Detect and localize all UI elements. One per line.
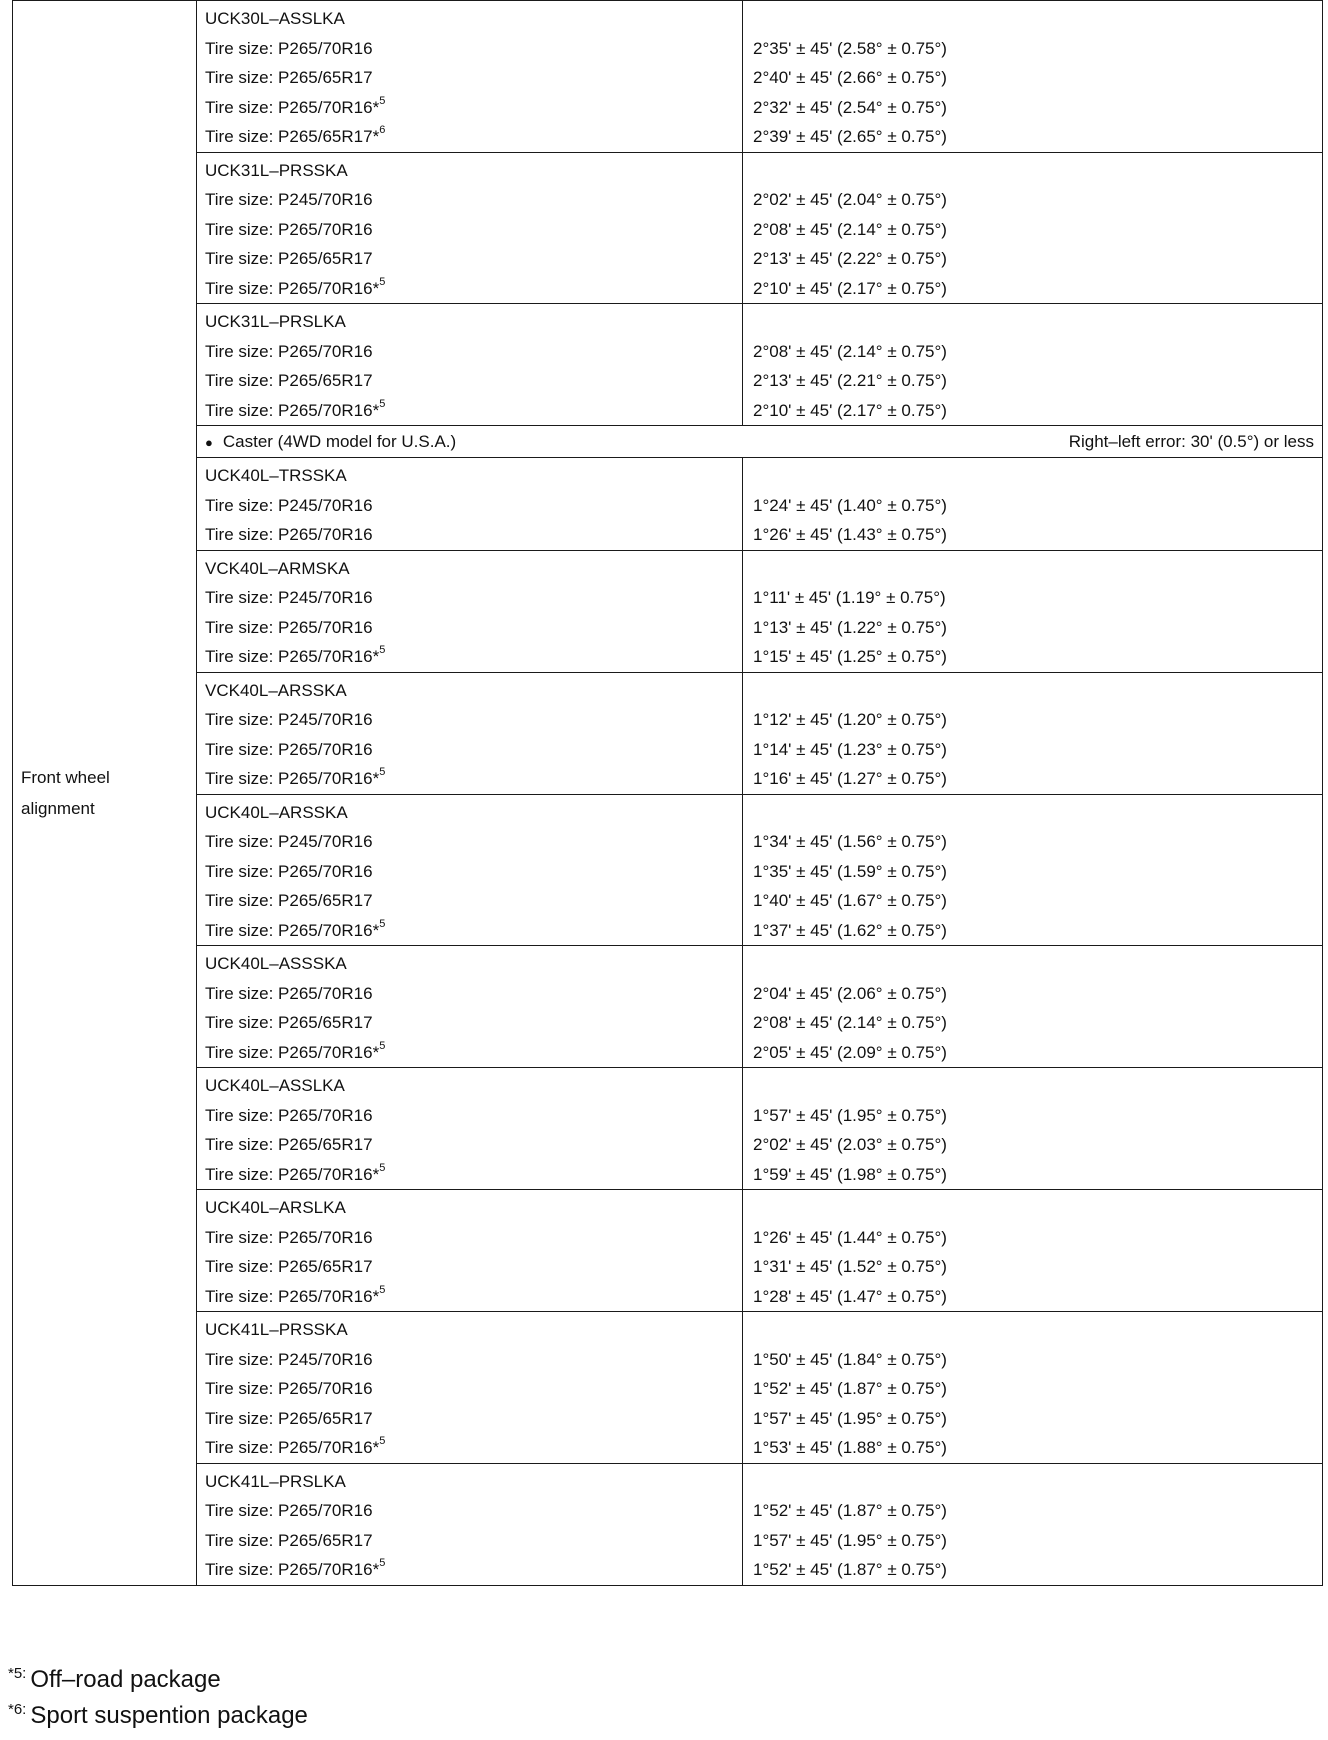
tire-size-text: Tire size: P245/70R16 xyxy=(205,495,373,515)
tire-size-text: Tire size: P265/70R16 xyxy=(205,525,373,544)
caster-header-row xyxy=(13,426,1323,458)
table-row xyxy=(13,672,1323,794)
caster-value: 1°40' ± 45' (1.67° ± 0.75°) xyxy=(753,891,947,910)
tire-size xyxy=(197,642,742,672)
table-row xyxy=(13,1,1323,153)
value-cell xyxy=(743,152,1323,304)
caster-value: 2°02' ± 45' (2.04° ± 0.75°) xyxy=(753,190,947,209)
tire-size-text: Tire size: P265/70R16 xyxy=(205,38,373,58)
footnote-ref: 5 xyxy=(379,1283,386,1296)
value-cell xyxy=(743,1312,1323,1464)
footnote-ref: 5 xyxy=(379,275,386,288)
tire-size-text: Tire size: P265/70R16 xyxy=(205,739,373,759)
caster-value: 1°52' ± 45' (1.87° ± 0.75°) xyxy=(753,1560,947,1579)
caster-value: 2°10' ± 45' (2.17° ± 0.75°) xyxy=(753,278,947,298)
caster-value: 2°40' ± 45' (2.66° ± 0.75°) xyxy=(753,68,947,87)
tire-size xyxy=(197,613,742,643)
footnote-text: Sport suspention package xyxy=(30,1702,308,1729)
model-name: UCK31L–PRSSKA xyxy=(205,160,348,180)
caster-value: 1°53' ± 45' (1.88° ± 0.75°) xyxy=(753,1438,947,1457)
caster-value: 1°57' ± 45' (1.95° ± 0.75°) xyxy=(753,1105,947,1125)
table-row xyxy=(13,458,1323,551)
caster-title xyxy=(205,432,456,452)
table-body xyxy=(13,1,1323,1586)
tire-size-text: Tire size: P265/65R17 xyxy=(205,1013,373,1032)
caster-value: 2°08' ± 45' (2.14° ± 0.75°) xyxy=(753,341,947,361)
table-row xyxy=(13,550,1323,672)
tire-size xyxy=(197,857,742,887)
tire-size xyxy=(197,1282,742,1312)
caster-header-cell xyxy=(197,426,1323,458)
tire-size xyxy=(197,1101,742,1131)
tire-size xyxy=(197,93,742,123)
value-spacer xyxy=(743,1315,1322,1345)
footnote-ref: 5 xyxy=(379,1039,386,1052)
tire-size xyxy=(197,1252,742,1282)
value-cell xyxy=(743,1463,1323,1585)
tire-size xyxy=(197,764,742,794)
caster-error-limit: Right–left error: 30' (0.5°) or less xyxy=(1068,431,1314,451)
tire-size xyxy=(197,916,742,946)
tire-size-text: Tire size: P265/65R17 xyxy=(205,1408,373,1428)
tire-size-text: Tire size: P265/70R16 xyxy=(205,1227,373,1247)
tire-size xyxy=(197,337,742,367)
footnote-ref: 5 xyxy=(379,1557,386,1570)
caster-value: 2°10' ± 45' (2.17° ± 0.75°) xyxy=(753,400,947,420)
tire-size xyxy=(197,735,742,765)
value-spacer xyxy=(743,1071,1322,1101)
model-name: VCK40L–ARMSKA xyxy=(205,558,350,578)
caster-value: 2°13' ± 45' (2.21° ± 0.75°) xyxy=(753,371,947,390)
model-cell xyxy=(197,550,743,672)
tire-size-text: Tire size: P265/70R16 xyxy=(205,983,373,1003)
table-row xyxy=(13,304,1323,426)
value-cell xyxy=(743,1190,1323,1312)
model-cell xyxy=(197,152,743,304)
model-name: UCK30L–ASSLKA xyxy=(205,9,345,28)
footnote-ref: 5 xyxy=(379,917,386,930)
value-cell xyxy=(743,1,1323,153)
tire-size xyxy=(197,886,742,916)
row-label-line: Front wheel xyxy=(21,767,110,787)
bullet-icon: ● xyxy=(205,434,213,450)
tire-size-text: Tire size: P265/65R17 xyxy=(205,1135,373,1154)
caster-value: 1°50' ± 45' (1.84° ± 0.75°) xyxy=(753,1349,947,1369)
caster-value: 2°02' ± 45' (2.03° ± 0.75°) xyxy=(753,1135,947,1154)
model-cell xyxy=(197,946,743,1068)
tire-size xyxy=(197,274,742,304)
tire-size-text: Tire size: P265/70R16* xyxy=(205,97,380,117)
tire-size xyxy=(197,1433,742,1463)
footnote-ref: 5 xyxy=(379,397,386,410)
tire-size-text: Tire size: P265/70R16 xyxy=(205,219,373,239)
tire-size xyxy=(197,1374,742,1404)
caster-value: 1°57' ± 45' (1.95° ± 0.75°) xyxy=(753,1408,947,1428)
footnote-mark: *5: xyxy=(8,1665,27,1682)
model-cell xyxy=(197,304,743,426)
model-cell xyxy=(197,672,743,794)
model-name: UCK31L–PRSLKA xyxy=(205,312,346,331)
value-cell xyxy=(743,304,1323,426)
caster-value: 1°11' ± 45' (1.19° ± 0.75°) xyxy=(753,588,946,607)
tire-size xyxy=(197,1526,742,1556)
tire-size xyxy=(197,185,742,215)
table-row xyxy=(13,794,1323,946)
caster-header xyxy=(197,426,1322,457)
table-row xyxy=(13,1463,1323,1585)
model-name: UCK40L–ASSLKA xyxy=(205,1076,345,1095)
caster-value: 1°24' ± 45' (1.40° ± 0.75°) xyxy=(753,495,947,515)
footnote-ref: 5 xyxy=(379,644,386,657)
caster-value: 1°12' ± 45' (1.20° ± 0.75°) xyxy=(753,710,947,729)
tire-size xyxy=(197,1038,742,1068)
table-row xyxy=(13,1312,1323,1464)
value-spacer xyxy=(743,676,1322,706)
tire-size-text: Tire size: P265/70R16* xyxy=(205,278,380,298)
caster-value: 2°39' ± 45' (2.65° ± 0.75°) xyxy=(753,127,947,146)
tire-size xyxy=(197,1555,742,1585)
tire-size-text: Tire size: P265/70R16* xyxy=(205,1560,380,1579)
value-spacer xyxy=(743,554,1322,584)
tire-size-text: Tire size: P265/70R16 xyxy=(205,861,373,881)
footnotes xyxy=(8,1662,308,1734)
model-cell xyxy=(197,1190,743,1312)
tire-size xyxy=(197,396,742,426)
table-row xyxy=(13,152,1323,304)
value-spacer xyxy=(743,798,1322,828)
model-cell xyxy=(197,1068,743,1190)
footnote-text: Off–road package xyxy=(30,1666,221,1693)
model-cell xyxy=(197,1,743,153)
tire-size xyxy=(197,491,742,521)
tire-size xyxy=(197,34,742,64)
tire-size-text: Tire size: P265/70R16 xyxy=(205,1501,373,1520)
caster-value: 1°31' ± 45' (1.52° ± 0.75°) xyxy=(753,1257,947,1276)
value-spacer xyxy=(743,1467,1322,1497)
caster-value: 1°15' ± 45' (1.25° ± 0.75°) xyxy=(753,647,947,666)
tire-size-text: Tire size: P265/65R17 xyxy=(205,1530,373,1550)
caster-value: 1°14' ± 45' (1.23° ± 0.75°) xyxy=(753,739,947,759)
tire-size-text: Tire size: P245/70R16 xyxy=(205,588,373,607)
value-cell xyxy=(743,458,1323,551)
model-name: VCK40L–ARSSKA xyxy=(205,680,347,700)
model-cell xyxy=(197,1463,743,1585)
tire-size-text: Tire size: P265/70R16* xyxy=(205,400,380,420)
caster-value: 2°04' ± 45' (2.06° ± 0.75°) xyxy=(753,983,947,1003)
tire-size-text: Tire size: P265/70R16* xyxy=(205,1164,380,1184)
model-cell xyxy=(197,1312,743,1464)
tire-size-text: Tire size: P265/70R16* xyxy=(205,1438,380,1457)
footnote xyxy=(8,1662,308,1698)
table-row xyxy=(13,946,1323,1068)
tire-size-text: Tire size: P265/65R17 xyxy=(205,249,373,268)
model-name: UCK40L–ARSSKA xyxy=(205,802,348,822)
tire-size xyxy=(197,244,742,274)
tire-size xyxy=(197,979,742,1009)
value-cell xyxy=(743,794,1323,946)
tire-size xyxy=(197,520,742,550)
caster-value: 1°52' ± 45' (1.87° ± 0.75°) xyxy=(753,1379,947,1398)
footnote-ref: 5 xyxy=(379,94,386,107)
row-label-cell xyxy=(13,1,197,1586)
caster-value: 1°52' ± 45' (1.87° ± 0.75°) xyxy=(753,1501,947,1520)
caster-value: 1°28' ± 45' (1.47° ± 0.75°) xyxy=(753,1286,947,1306)
tire-size-text: Tire size: P265/70R16 xyxy=(205,617,373,637)
caster-value: 1°34' ± 45' (1.56° ± 0.75°) xyxy=(753,832,947,851)
footnote-ref: 5 xyxy=(379,766,386,779)
table-row xyxy=(13,1190,1323,1312)
model-cell xyxy=(197,458,743,551)
tire-size xyxy=(197,215,742,245)
footnote-ref: 5 xyxy=(379,1161,386,1174)
tire-size xyxy=(197,827,742,857)
caster-value: 2°08' ± 45' (2.14° ± 0.75°) xyxy=(753,1013,947,1032)
caster-value: 2°05' ± 45' (2.09° ± 0.75°) xyxy=(753,1042,947,1062)
footnote-mark: *6: xyxy=(8,1701,27,1718)
tire-size-text: Tire size: P265/70R16* xyxy=(205,647,380,666)
tire-size-text: Tire size: P265/65R17 xyxy=(205,68,373,87)
model-name: UCK40L–ARSLKA xyxy=(205,1198,346,1217)
tire-size-text: Tire size: P265/65R17 xyxy=(205,891,373,910)
model-name: UCK40L–TRSSKA xyxy=(205,466,347,485)
value-spacer xyxy=(743,4,1322,34)
value-spacer xyxy=(743,461,1322,491)
tire-size-text: Tire size: P265/70R16* xyxy=(205,1042,380,1062)
front-wheel-alignment-table xyxy=(12,0,1323,1586)
tire-size xyxy=(197,1160,742,1190)
tire-size xyxy=(197,1223,742,1253)
tire-size xyxy=(197,63,742,93)
footnote-ref: 6 xyxy=(379,124,386,137)
tire-size-text: Tire size: P265/65R17 xyxy=(205,371,373,390)
caster-value: 1°59' ± 45' (1.98° ± 0.75°) xyxy=(753,1164,947,1184)
footnote-ref: 5 xyxy=(379,1435,386,1448)
tire-size xyxy=(197,1130,742,1160)
caster-value: 1°57' ± 45' (1.95° ± 0.75°) xyxy=(753,1530,947,1550)
tire-size xyxy=(197,1404,742,1434)
tire-size xyxy=(197,705,742,735)
tire-size-text: Tire size: P265/70R16* xyxy=(205,920,380,940)
tire-size xyxy=(197,583,742,613)
tire-size xyxy=(197,1496,742,1526)
value-spacer xyxy=(743,156,1322,186)
row-label-line: alignment xyxy=(21,798,95,818)
caster-value: 1°26' ± 45' (1.44° ± 0.75°) xyxy=(753,1227,947,1247)
tire-size-text: Tire size: P245/70R16 xyxy=(205,190,373,209)
caster-value: 2°32' ± 45' (2.54° ± 0.75°) xyxy=(753,97,947,117)
caster-value: 1°37' ± 45' (1.62° ± 0.75°) xyxy=(753,920,947,940)
tire-size-text: Tire size: P245/70R16 xyxy=(205,832,373,851)
caster-value: 1°26' ± 45' (1.43° ± 0.75°) xyxy=(753,525,947,544)
footnote xyxy=(8,1698,308,1734)
tire-size-text: Tire size: P265/70R16 xyxy=(205,1379,373,1398)
tire-size xyxy=(197,366,742,396)
tire-size-text: Tire size: P245/70R16 xyxy=(205,710,373,729)
value-cell xyxy=(743,672,1323,794)
caster-value: 1°35' ± 45' (1.59° ± 0.75°) xyxy=(753,861,947,881)
caster-value: 2°35' ± 45' (2.58° ± 0.75°) xyxy=(753,38,947,58)
value-spacer xyxy=(743,1193,1322,1223)
tire-size-text: Tire size: P265/70R16* xyxy=(205,1286,380,1306)
tire-size-text: Tire size: P245/70R16 xyxy=(205,1349,373,1369)
tire-size-text: Tire size: P265/70R16 xyxy=(205,1105,373,1125)
tire-size xyxy=(197,122,742,152)
tire-size-text: Tire size: P265/65R17* xyxy=(205,127,380,146)
value-cell xyxy=(743,946,1323,1068)
value-cell xyxy=(743,550,1323,672)
value-spacer xyxy=(743,307,1322,337)
table-row xyxy=(13,1068,1323,1190)
model-name: UCK41L–PRSLKA xyxy=(205,1471,346,1491)
value-spacer xyxy=(743,949,1322,979)
caster-label: Caster (4WD model for U.S.A.) xyxy=(222,431,457,451)
model-name: UCK41L–PRSSKA xyxy=(205,1320,348,1339)
tire-size-text: Tire size: P265/70R16 xyxy=(205,341,373,361)
model-name: UCK40L–ASSSKA xyxy=(205,954,347,973)
tire-size-text: Tire size: P265/70R16* xyxy=(205,769,380,788)
value-cell xyxy=(743,1068,1323,1190)
caster-value: 2°13' ± 45' (2.22° ± 0.75°) xyxy=(753,249,947,268)
tire-size xyxy=(197,1008,742,1038)
tire-size-text: Tire size: P265/65R17 xyxy=(205,1257,373,1276)
tire-size xyxy=(197,1345,742,1375)
caster-value: 1°13' ± 45' (1.22° ± 0.75°) xyxy=(753,617,947,637)
caster-value: 1°16' ± 45' (1.27° ± 0.75°) xyxy=(753,769,947,788)
caster-value: 2°08' ± 45' (2.14° ± 0.75°) xyxy=(753,219,947,239)
model-cell xyxy=(197,794,743,946)
